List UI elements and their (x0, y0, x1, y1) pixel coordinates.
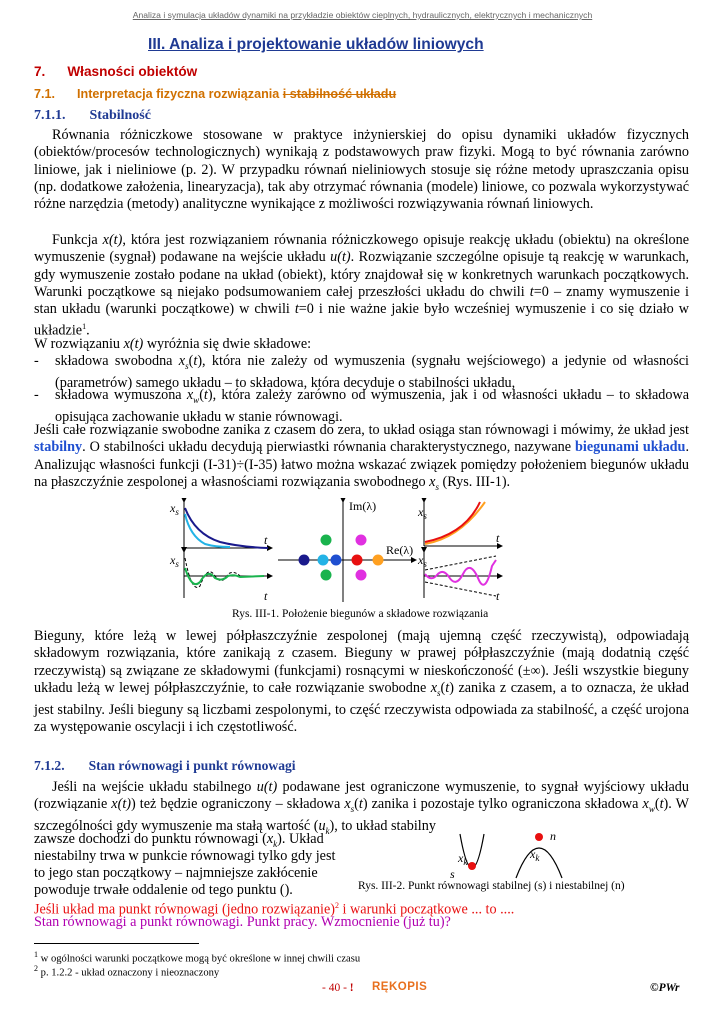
section-7-1-2-heading (34, 758, 296, 774)
chapter-title: III. Analiza i projektowanie układów liniowych (148, 36, 484, 53)
axis-xs-label: $x_s$ (170, 501, 179, 517)
im-axis-label: Im(λ) (349, 499, 377, 513)
pole (331, 555, 342, 566)
term-stable: stabilny (34, 439, 83, 456)
plot-growing-oscillation (417, 552, 502, 603)
plot-growing (417, 502, 502, 546)
section-7-1-heading (34, 87, 396, 101)
page-number: - 40 - ! (322, 982, 354, 994)
axis-xs-label: $x_s$ (170, 553, 179, 569)
figure-equilibrium (420, 826, 580, 880)
plot-decaying (169, 501, 272, 548)
section-number: 7. (34, 64, 46, 79)
axis-xs-label: $x_s$ (418, 553, 427, 569)
paragraph-components-intro: W rozwiązaniu x(t) wyróżnia się dwie składowe: (34, 336, 312, 352)
ball (468, 862, 476, 870)
paragraph-solution: Funkcja x(t), która jest rozwiązaniem równania różniczkowego opisuje reakcję układu (obiektu) na określone wymuszenie (sygnał) podawane na wejście układu u(t). Rozwiązanie szczególne opisuje tą reakcję w warunkach, gdy wymuszenie zostało podane na układ (obiekt), który znajdował się w konkretnych warunkach początkowych. Warunki początkowe są niejako podsumowaniem całej przeszłości układu do chwili t=0 – znamy wymuszenie i stan układu (warunki początkowe) w chwili t=0 i nie ważne jakie było wcześniej wymuszenie i co się działo w układzie$^1$. (34, 232, 689, 340)
pole (318, 555, 329, 566)
term-poles: biegunami układu (575, 439, 686, 456)
note-magenta: Stan równowagi a punkt równowagi. Punkt pracy. Wzmocnienie (już tu)? (34, 914, 451, 930)
paragraph-poles: Bieguny, które leżą w lewej półpłaszczyźnie zespolonej (mają ujemną część rzeczywistą), odpowiadają składowym rozwiązania, które zanikają z czasem. Bieguny w prawej półpłaszczyźnie (mają dodatnią część rzeczywistą) są związane ze składowymi (funkcjami) rosnącymi w nieskończoność (±∞). Jeśli wszystkie bieguny układu leżą w lewej półpłaszczyźnie, to całe rozwiązanie swobodne $x_s(t)$ zanika z czasem, a to oznacza, że układ jest stabilny. Jeśli bieguny są liczbami zespolonymi, to część rzeczywista odpowiada za stabilność, a część urojona za występowanie oscylacji i ich częstotliwość. (34, 628, 689, 736)
pole (321, 535, 332, 546)
figure-2-caption: Rys. III-2. Punkt równowagi stabilnej (s) i niestabilnej (n) (358, 880, 625, 892)
re-axis-label: Re(λ) (386, 543, 414, 557)
struck-title: i stabilność układu (282, 87, 397, 101)
section-number: 7.1.2. (34, 758, 65, 773)
footnote-2: $^2$ p. 1.2.2 - układ oznaczony i nieoznaczony (34, 964, 220, 979)
section-title: Interpretacja fizyczna rozwiązania (77, 87, 283, 101)
copyright: ©PWr (650, 982, 680, 994)
exclamation: ! (349, 982, 354, 994)
xk-label: $x_k$ (530, 847, 540, 863)
equilibrium-line-4: powoduje trwałe oddalenie od tego punktu (). (34, 882, 293, 898)
footnote-ref: 1 (82, 322, 87, 332)
section-number: 7.1. (34, 87, 56, 101)
plot-decaying-oscillation (169, 552, 272, 603)
pole (321, 570, 332, 581)
running-header: Analiza i symulacja układów dynamiki na przykładzie obiektów cieplnych, hydraulicznych, elektrycznych i mechanicznych (132, 10, 593, 20)
section-title: Stabilność (89, 108, 151, 123)
list-item-free-component: - składowa swobodna $x_s(t)$, która nie zależy od wymuszenia (sygnału wejściowego) a jedynie od własności (parametrów) samego układu – to składowa, która decyduje o stabilności układu, (34, 353, 689, 392)
axis-t-label: t (496, 589, 500, 603)
figure-1-caption: Rys. III-1. Położenie biegunów a składowe rozwiązania (232, 608, 489, 620)
paragraph-equilibrium: Jeśli na wejście układu stabilnego u(t) podawane jest ograniczone wymuszenie, to sygnał wyjściowy układu (rozwiązanie x(t)) też będzie ograniczony – składowa $x_s(t)$ zanika i pozostaje tylko ograniczona składowa $x_w(t)$. W szczególności gdy wymuszenie ma stałą wartość $(u_k)$, to układ stabilny (34, 779, 689, 837)
ball (535, 833, 543, 841)
rekopis-stamp: RĘKOPIS (372, 981, 428, 993)
xk-label: $x_k$ (458, 851, 468, 867)
complex-plane (278, 499, 416, 602)
axis-t-label: t (496, 531, 500, 545)
pole (356, 570, 367, 581)
section-7-heading (34, 64, 197, 79)
paragraph-stability: Jeśli całe rozwiązanie swobodne zanika z czasem do zera, to układ osiąga stan równowagi i mówimy, że układ jest stabilny. O stabilności układu decydują pierwiastki równania charakterystycznego, nazywane biegunami układu. Analizując własności funkcji (I-31)÷(I-35) łatwo można wskazać związek pomiędzy położeniem biegunów układu na płaszczyźnie zespolonej a własnościami rozwiązania swobodnego $x_s$ (Rys. III-1). (34, 422, 689, 492)
unstable-equilibrium (516, 829, 562, 878)
section-title: Własności obiektów (67, 64, 198, 79)
pole (356, 535, 367, 546)
figure-poles (160, 498, 505, 604)
pole (299, 555, 310, 566)
section-title: Stan równowagi i punkt równowagi (88, 758, 296, 773)
footnote-separator (34, 943, 199, 944)
footnote-1: $^1$ w ogólności warunki początkowe mogą być określone w innej chwili czasu (34, 950, 361, 965)
section-7-1-1-heading (34, 108, 151, 124)
axis-t-label: t (264, 533, 268, 547)
equilibrium-line-2: niestabilny trwa w punkcie równowagi tylko gdy jest (34, 848, 336, 864)
stable-equilibrium (450, 834, 484, 880)
axis-xs-label: $x_s$ (418, 505, 427, 521)
section-number: 7.1.1. (34, 108, 66, 123)
pole (352, 555, 363, 566)
equilibrium-line-1: zawsze dochodzi do punktu równowagi $(x_k)$. Układ (34, 831, 324, 849)
paragraph-intro: Równania różniczkowe stosowane w praktyce inżynierskiej do opisu dynamiki układów fizycznych (obiektów/procesów technologicznych) wynikają z podstawowych praw fizyki. Mogą to być równania zarówno liniowe, jak i nieliniowe (p. 2). W przypadku równań nieliniowych stosuje się różne metody upraszczania opisu (np. dodatkowe założenia, linearyzacja), tak aby otrzymać równania (modele) liniowe, co pozwala wykorzystywać różne narzędzia (metody) analityczne wynikające z możliwości rozwiązywania równań liniowych. (34, 127, 689, 213)
label-s: s (450, 867, 455, 880)
note-red: Jeśli układ ma punkt równowagi (jedno rozwiązanie)$^2$ i warunki początkowe ... to .... (34, 901, 515, 918)
label-n: n (550, 829, 556, 843)
axis-t-label: t (264, 589, 268, 603)
list-item-forced-component: - składowa wymuszona $x_w(t)$, która zależy zarówno od wymuszenia, jak i od własności układu – to składowa opisująca zachowanie układu w stanie równowagi. (34, 387, 689, 426)
equilibrium-line-3: to jego stan początkowy – najmniejsze zakłócenie (34, 865, 318, 881)
pole (373, 555, 384, 566)
